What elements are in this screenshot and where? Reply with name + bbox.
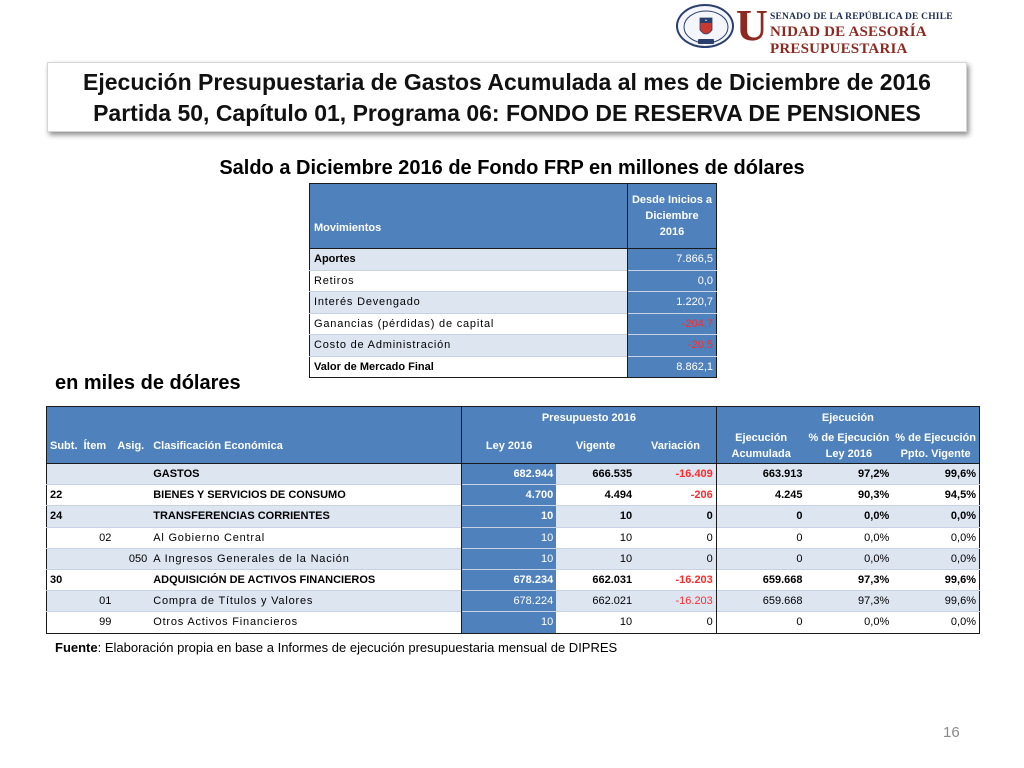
cell-item: 99	[81, 612, 115, 633]
cell-ley: 10	[462, 527, 557, 548]
cell-variacion: -16.409	[635, 464, 716, 485]
cell-item	[81, 506, 115, 527]
cell-variacion: 0	[635, 506, 716, 527]
col-vigente: Vigente	[556, 429, 635, 464]
table-row	[310, 292, 717, 314]
cell-ley: 10	[462, 506, 557, 527]
logo-unidad-line: NIDAD DE ASESORÍA PRESUPUESTARIA	[770, 24, 926, 57]
cell-variacion: -206	[635, 485, 716, 506]
table-row	[47, 464, 980, 485]
table-row	[47, 485, 980, 506]
row-label: Retiros	[310, 270, 628, 292]
col-pct-ley-line2: Ley 2016	[825, 448, 873, 460]
cell-pct-ley: 97,3%	[806, 591, 893, 612]
cell-asig: 050	[114, 548, 150, 569]
row-label: Ganancias (pérdidas) de capital	[310, 313, 628, 335]
col-pct-ley	[806, 429, 893, 464]
row-label: Interés Devengado	[310, 292, 628, 314]
budget-execution-table	[46, 406, 980, 634]
cell-clasificacion: Compra de Títulos y Valores	[150, 591, 461, 612]
cell-variacion: -16.203	[635, 591, 716, 612]
cell-ejecucion: 0	[716, 506, 805, 527]
cell-asig	[114, 569, 150, 590]
cell-variacion: 0	[635, 612, 716, 633]
cell-pct-vigente: 99,6%	[892, 464, 979, 485]
cell-subt: 22	[47, 485, 81, 506]
row-value: 7.866,5	[628, 249, 717, 271]
cell-clasificacion: Otros Activos Financieros	[150, 612, 461, 633]
cell-pct-ley: 0,0%	[806, 506, 893, 527]
cell-vigente: 662.031	[556, 569, 635, 590]
col-pct-vig-line1: % de Ejecución	[895, 432, 976, 444]
col-ejecucion-acumulada	[716, 429, 805, 464]
title-line-2: Partida 50, Capítulo 01, Programa 06: FONDO DE RESERVA DE PENSIONES	[93, 100, 921, 126]
frp-balance-table	[309, 183, 717, 378]
cell-subt: 24	[47, 506, 81, 527]
col-asig: Asig.	[114, 429, 150, 464]
table-row	[47, 548, 980, 569]
logo-letter: U	[736, 1, 768, 50]
col-item: Ítem	[81, 429, 115, 464]
cell-vigente: 662.021	[556, 591, 635, 612]
logo-senado-line: SENADO DE LA REPÚBLICA DE CHILE	[770, 12, 953, 22]
cell-ley: 682.944	[462, 464, 557, 485]
cell-vigente: 10	[556, 506, 635, 527]
cell-ley: 4.700	[462, 485, 557, 506]
cell-pct-vigente: 94,5%	[892, 485, 979, 506]
cell-ley: 10	[462, 548, 557, 569]
cell-ley: 10	[462, 612, 557, 633]
cell-vigente: 10	[556, 612, 635, 633]
row-value: 1.220,7	[628, 292, 717, 314]
cell-variacion: 0	[635, 527, 716, 548]
col-subt: Subt.	[47, 429, 81, 464]
cell-asig	[114, 527, 150, 548]
cell-pct-ley: 0,0%	[806, 527, 893, 548]
table-row	[310, 270, 717, 292]
cell-item	[81, 548, 115, 569]
cell-clasificacion: GASTOS	[150, 464, 461, 485]
cell-asig	[114, 464, 150, 485]
col-pct-ley-line1: % de Ejecución	[808, 432, 890, 444]
cell-clasificacion: Al Gobierno Central	[150, 527, 461, 548]
row-label: Valor de Mercado Final	[310, 356, 628, 378]
col-pct-vig-line2: Ppto. Vigente	[900, 448, 971, 460]
col-desde-inicios	[628, 184, 717, 249]
row-value: -204,7	[628, 313, 717, 335]
cell-ejecucion: 659.668	[716, 569, 805, 590]
title-box	[47, 62, 967, 132]
cell-pct-vigente: 0,0%	[892, 612, 979, 633]
cell-item: 01	[81, 591, 115, 612]
cell-clasificacion: ADQUISICIÓN DE ACTIVOS FINANCIEROS	[150, 569, 461, 590]
cell-ejecucion: 0	[716, 612, 805, 633]
cell-clasificacion: TRANSFERENCIAS CORRIENTES	[150, 506, 461, 527]
cell-variacion: -16.203	[635, 569, 716, 590]
cell-asig	[114, 591, 150, 612]
col-movimientos: Movimientos	[310, 184, 628, 249]
cell-pct-ley: 97,2%	[806, 464, 893, 485]
title-line-1: Ejecución Presupuestaria de Gastos Acumulada al mes de Diciembre de 2016	[83, 69, 931, 95]
cell-ejecucion: 0	[716, 527, 805, 548]
cell-clasificacion: A Ingresos Generales de la Nación	[150, 548, 461, 569]
table-row	[47, 591, 980, 612]
cell-pct-ley: 97,3%	[806, 569, 893, 590]
row-value: -20,5	[628, 335, 717, 357]
group-header-ejecucion: Ejecución	[716, 407, 979, 430]
cell-clasificacion: BIENES Y SERVICIOS DE CONSUMO	[150, 485, 461, 506]
cell-ley: 678.224	[462, 591, 557, 612]
cell-ejecucion: 4.245	[716, 485, 805, 506]
cell-item: 02	[81, 527, 115, 548]
cell-ejecucion: 659.668	[716, 591, 805, 612]
col-desde-line1: Desde Inicios a	[631, 194, 713, 206]
cell-pct-ley: 90,3%	[806, 485, 893, 506]
page-number: 16	[943, 724, 960, 741]
table-row	[310, 335, 717, 357]
cell-ejecucion: 663.913	[716, 464, 805, 485]
source-note	[55, 640, 617, 655]
cell-pct-vigente: 0,0%	[892, 548, 979, 569]
col-ley-2016: Ley 2016	[462, 429, 557, 464]
cell-asig	[114, 506, 150, 527]
cell-item	[81, 569, 115, 590]
cell-asig	[114, 485, 150, 506]
cell-vigente: 10	[556, 548, 635, 569]
cell-subt: 30	[47, 569, 81, 590]
col-pct-vigente	[892, 429, 979, 464]
cell-variacion: 0	[635, 548, 716, 569]
table-row	[310, 313, 717, 335]
table-row	[310, 356, 717, 378]
cell-pct-vigente: 99,6%	[892, 591, 979, 612]
cell-pct-ley: 0,0%	[806, 548, 893, 569]
cell-subt	[47, 527, 81, 548]
table-row	[47, 569, 980, 590]
units-label: en miles de dólares	[55, 372, 241, 394]
source-text: : Elaboración propia en base a Informes de ejecución presupuestaria mensual de DIPRES	[97, 640, 618, 655]
cell-pct-vigente: 0,0%	[892, 527, 979, 548]
col-desde-line3: 2016	[659, 226, 685, 238]
cell-subt	[47, 612, 81, 633]
cell-item	[81, 464, 115, 485]
cell-subt	[47, 591, 81, 612]
col-ejec-line2: Acumulada	[731, 448, 791, 460]
row-value: 0,0	[628, 270, 717, 292]
section-subtitle: Saldo a Diciembre 2016 de Fondo FRP en millones de dólares	[219, 157, 805, 179]
col-ejec-line1: Ejecución	[735, 432, 788, 444]
cell-vigente: 4.494	[556, 485, 635, 506]
cell-ejecucion: 0	[716, 548, 805, 569]
seal-emblem-icon	[678, 6, 734, 48]
cell-subt	[47, 548, 81, 569]
cell-pct-vigente: 0,0%	[892, 506, 979, 527]
cell-vigente: 10	[556, 527, 635, 548]
source-label: Fuente	[55, 640, 98, 655]
table-row	[47, 506, 980, 527]
cell-item	[81, 485, 115, 506]
row-value: 8.862,1	[628, 356, 717, 378]
table-row	[47, 612, 980, 633]
group-header-blank	[47, 407, 462, 430]
col-desde-line2: Diciembre	[645, 210, 699, 222]
cell-vigente: 666.535	[556, 464, 635, 485]
cell-asig	[114, 612, 150, 633]
cell-ley: 678.234	[462, 569, 557, 590]
table-row	[310, 249, 717, 271]
table-row	[47, 527, 980, 548]
cell-subt	[47, 464, 81, 485]
row-label: Costo de Administración	[310, 335, 628, 357]
col-variacion: Variación	[635, 429, 716, 464]
cell-pct-ley: 0,0%	[806, 612, 893, 633]
cell-pct-vigente: 99,6%	[892, 569, 979, 590]
group-header-presupuesto: Presupuesto 2016	[462, 407, 717, 430]
senate-seal-logo	[676, 4, 734, 48]
col-clasificacion: Clasificación Económica	[150, 429, 461, 464]
row-label: Aportes	[310, 249, 628, 271]
